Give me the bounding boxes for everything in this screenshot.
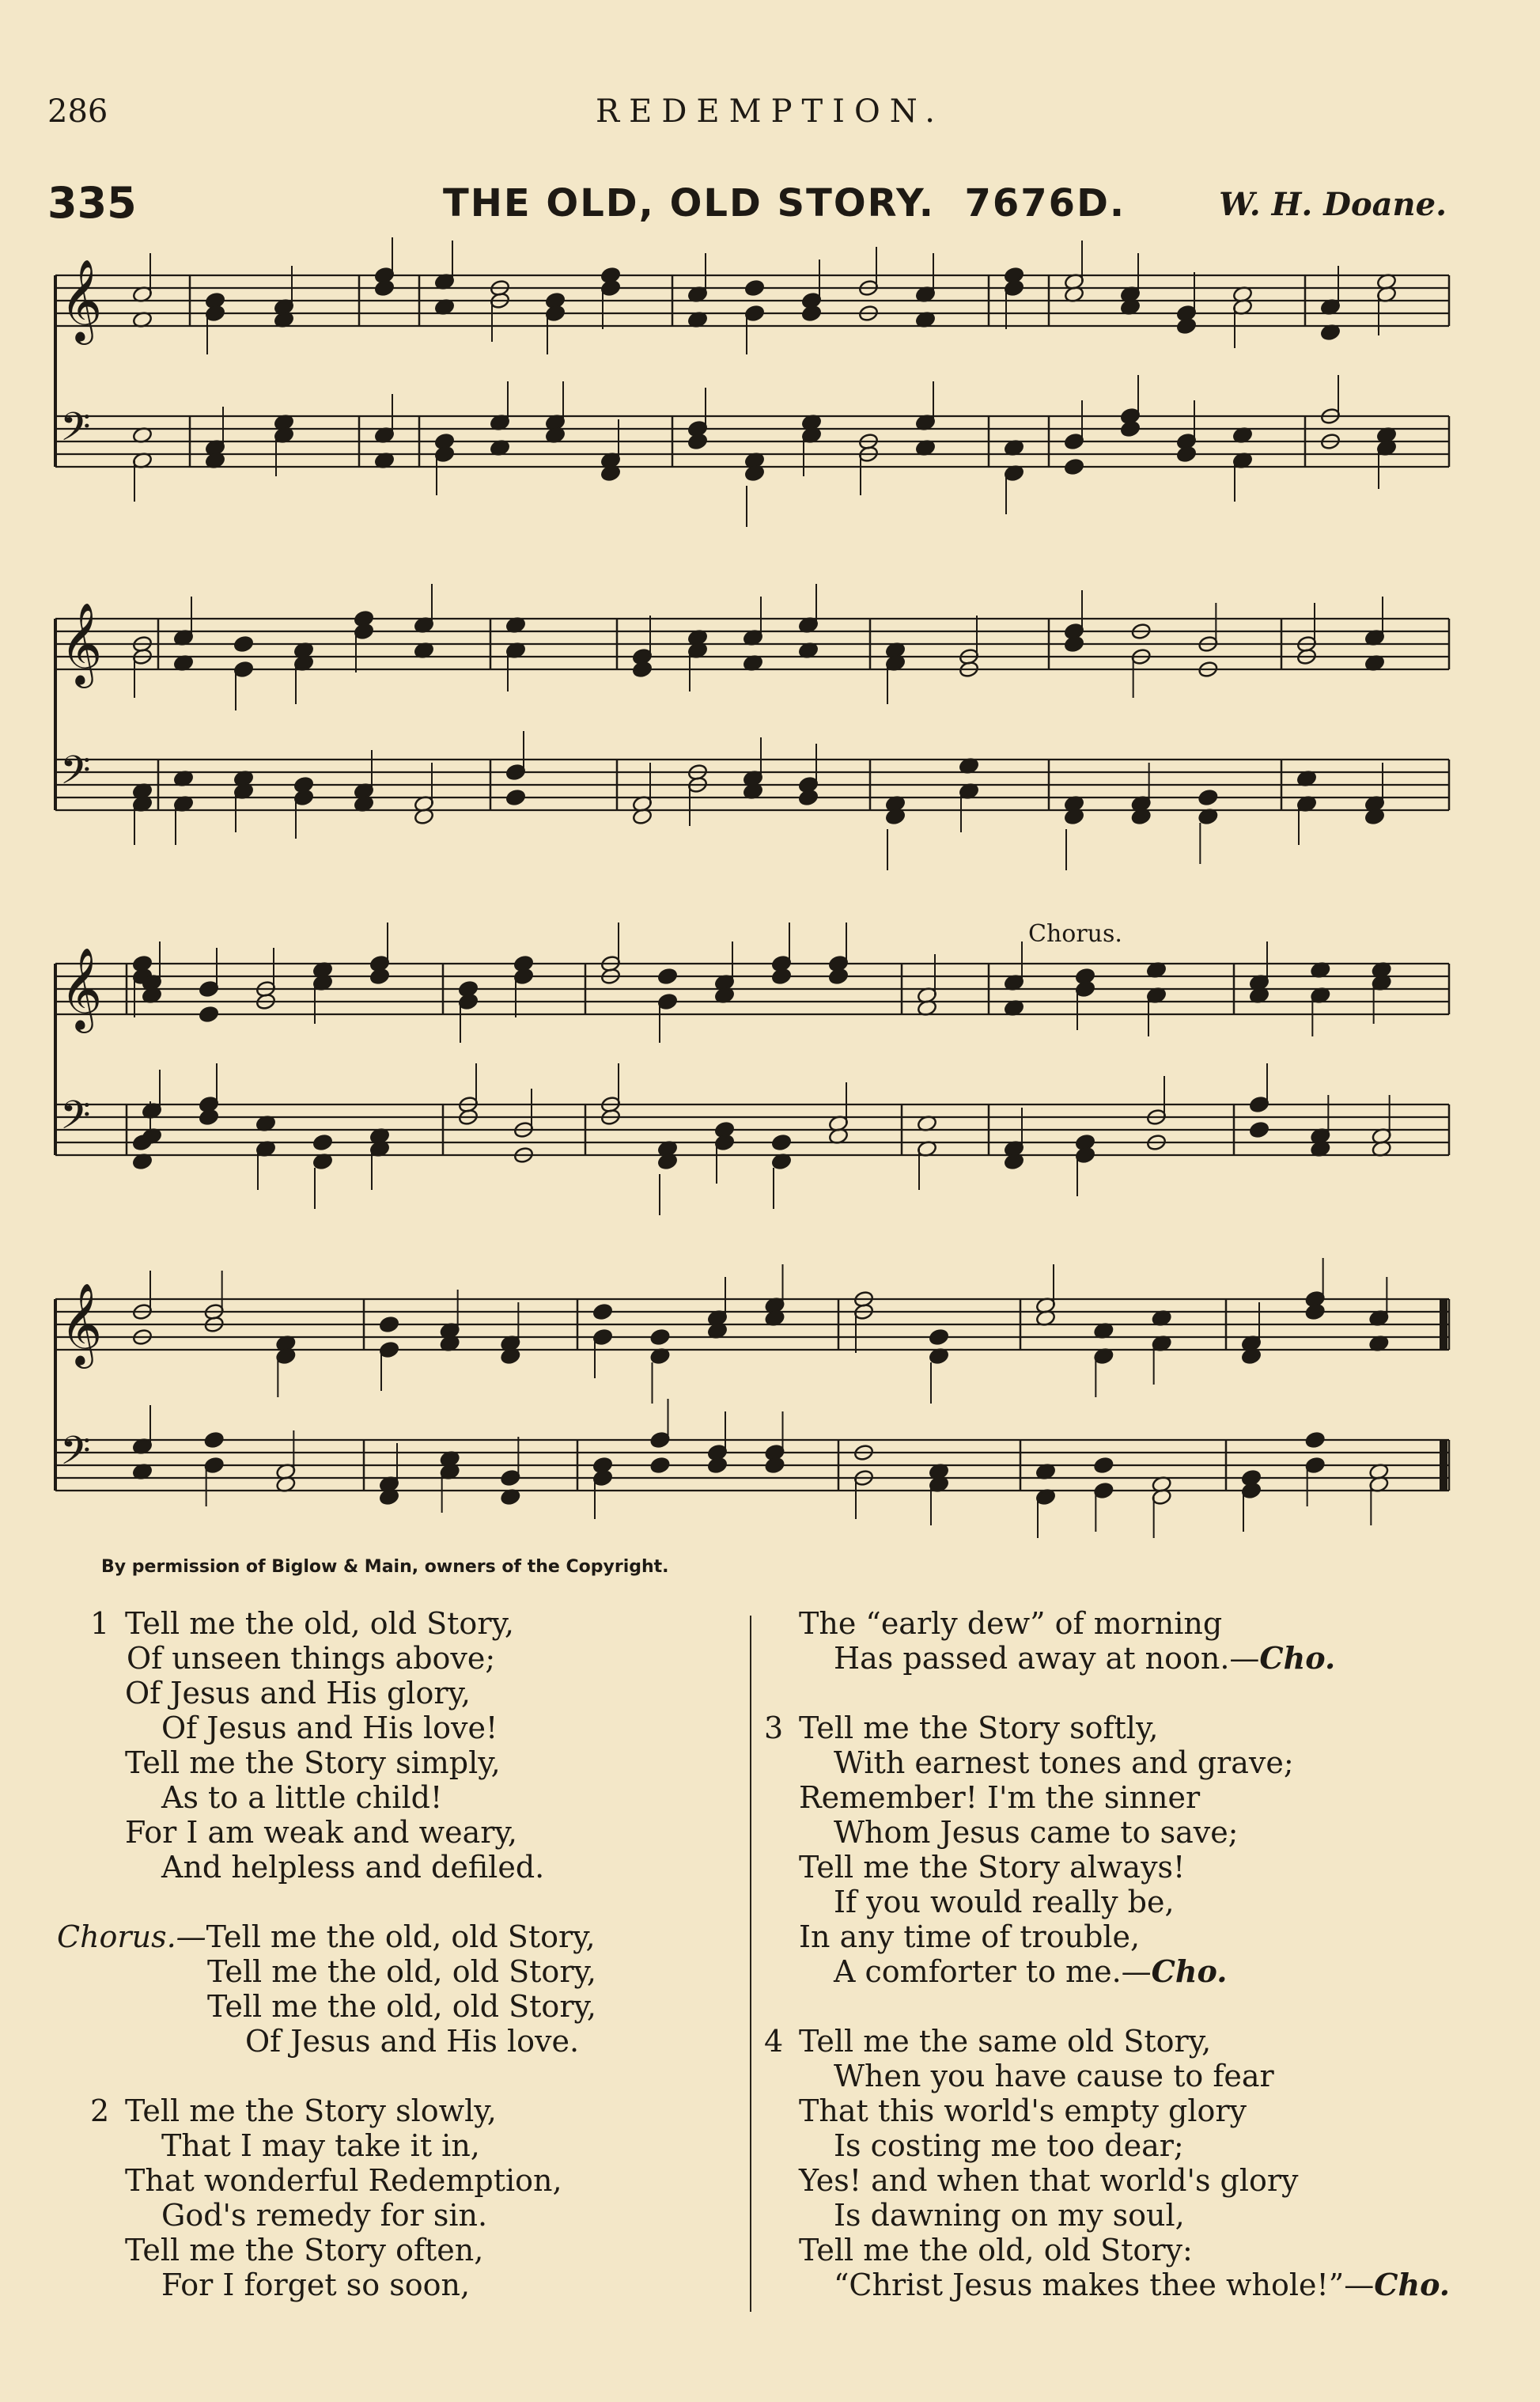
bass-clef-icon: 𝄢 (60, 1428, 91, 1483)
chorus-text-label: Chorus.— (57, 1919, 206, 1954)
stanza-line: Tell me the same old Story, (799, 2024, 1212, 2059)
stanza-line: Of Jesus and His love! (161, 1711, 498, 1745)
stanza-line: In any time of trouble, (799, 1919, 1141, 1954)
stanza-line: Tell me the old, old Story, (125, 1606, 514, 1641)
stanza-line: And helpless and defiled. (161, 1850, 545, 1885)
hymn-heading (0, 178, 1540, 233)
treble-clef-icon: 𝄞 (60, 1282, 103, 1366)
stanza-line: God's remedy for sin. (161, 2198, 488, 2233)
stanza-line: Tell me the old, old Story: (799, 2233, 1193, 2268)
stanza-line: Tell me the old, old Story, (207, 1989, 596, 2024)
bass-clef-icon: 𝄢 (60, 1093, 91, 1148)
hymn-text (0, 1606, 1540, 2318)
stanza-line: Of Jesus and His love. (245, 2024, 580, 2059)
stanza-line: If you would really be, (834, 1885, 1175, 1919)
stanza-line: For I am weak and weary, (125, 1815, 517, 1850)
hymn-number: 335 (47, 178, 137, 228)
treble-clef-icon: 𝄞 (60, 947, 103, 1030)
hymn-title-text: THE OLD, OLD STORY. (443, 181, 936, 225)
hymn-title (443, 181, 1126, 225)
stanza-number: 4 (764, 2024, 784, 2059)
column-divider (750, 1616, 751, 2312)
treble-clef-icon: 𝄞 (60, 602, 103, 685)
chorus-cue: Cho. (1151, 1953, 1228, 1989)
page-number: 286 (47, 93, 108, 130)
treble-clef-icon: 𝄞 (60, 259, 103, 342)
score-svg (47, 237, 1455, 1567)
chorus-cue: Cho. (1259, 1640, 1336, 1676)
music-score (47, 237, 1455, 1567)
stanza-line: Tell me the Story often, (125, 2233, 484, 2268)
stanza-line: That this world's empty glory (799, 2093, 1247, 2128)
stanza-2-continued (764, 1606, 1476, 1676)
bass-clef-icon: 𝄢 (60, 748, 91, 803)
text-column-right (764, 1606, 1476, 2337)
chorus-cue: Cho. (1374, 2267, 1451, 2302)
chorus-text-block (57, 1919, 737, 2059)
stanza-line: Tell me the Story slowly, (125, 2093, 497, 2128)
stanza-2 (57, 2093, 737, 2302)
stanza-number: 1 (90, 1606, 110, 1641)
stanza-line: When you have cause to fear (834, 2059, 1274, 2093)
stanza-line: Of unseen things above; (127, 1641, 496, 1676)
stanza-line: Is dawning on my soul, (834, 2198, 1185, 2233)
stanza-line: That I may take it in, (161, 2128, 480, 2163)
stanza-line: Tell me the Story simply, (125, 1745, 501, 1780)
stanza-line: Whom Jesus came to save; (834, 1815, 1239, 1850)
stanza-line: The “early dew” of morning (799, 1606, 1223, 1641)
stanza-line: Has passed away at noon.— (834, 1641, 1260, 1676)
stanza-line: “Christ Jesus makes thee whole!”— (834, 2268, 1375, 2302)
hymn-meter: 7676D. (964, 181, 1126, 225)
text-column-left (57, 1606, 737, 2337)
stanza-line: That wonderful Redemption, (125, 2163, 562, 2198)
hymn-composer: W. H. Doane. (1219, 186, 1447, 223)
page-header (0, 93, 1540, 141)
stanza-line: Yes! and when that world's glory (799, 2163, 1299, 2198)
stanza-number: 3 (764, 1711, 784, 1745)
stanza-number: 2 (90, 2093, 110, 2128)
stanza-line: A comforter to me.— (834, 1954, 1152, 1989)
stanza-1 (57, 1606, 737, 1885)
copyright-notice: By permission of Biglow & Main, owners of the Copyright. (101, 1557, 669, 1577)
stanza-line: Remember! I'm the sinner (799, 1780, 1201, 1815)
stanza-3 (764, 1711, 1476, 1989)
stanza-line: Tell me the old, old Story, (206, 1919, 596, 1954)
stanza-line: With earnest tones and grave; (834, 1745, 1294, 1780)
stanza-line: Tell me the Story always! (799, 1850, 1186, 1885)
running-head: REDEMPTION. (596, 93, 944, 130)
stanza-line: For I forget so soon, (161, 2268, 471, 2302)
stanza-line: Of Jesus and His glory, (125, 1676, 471, 1711)
stanza-4 (764, 2024, 1476, 2302)
stanza-line: As to a little child! (161, 1780, 443, 1815)
stanza-line: Is costing me too dear; (834, 2128, 1184, 2163)
stanza-line: Tell me the old, old Story, (207, 1954, 596, 1989)
chorus-label: Chorus. (1028, 920, 1122, 948)
stanza-line: Tell me the Story softly, (799, 1711, 1159, 1745)
bass-clef-icon: 𝄢 (60, 404, 91, 460)
